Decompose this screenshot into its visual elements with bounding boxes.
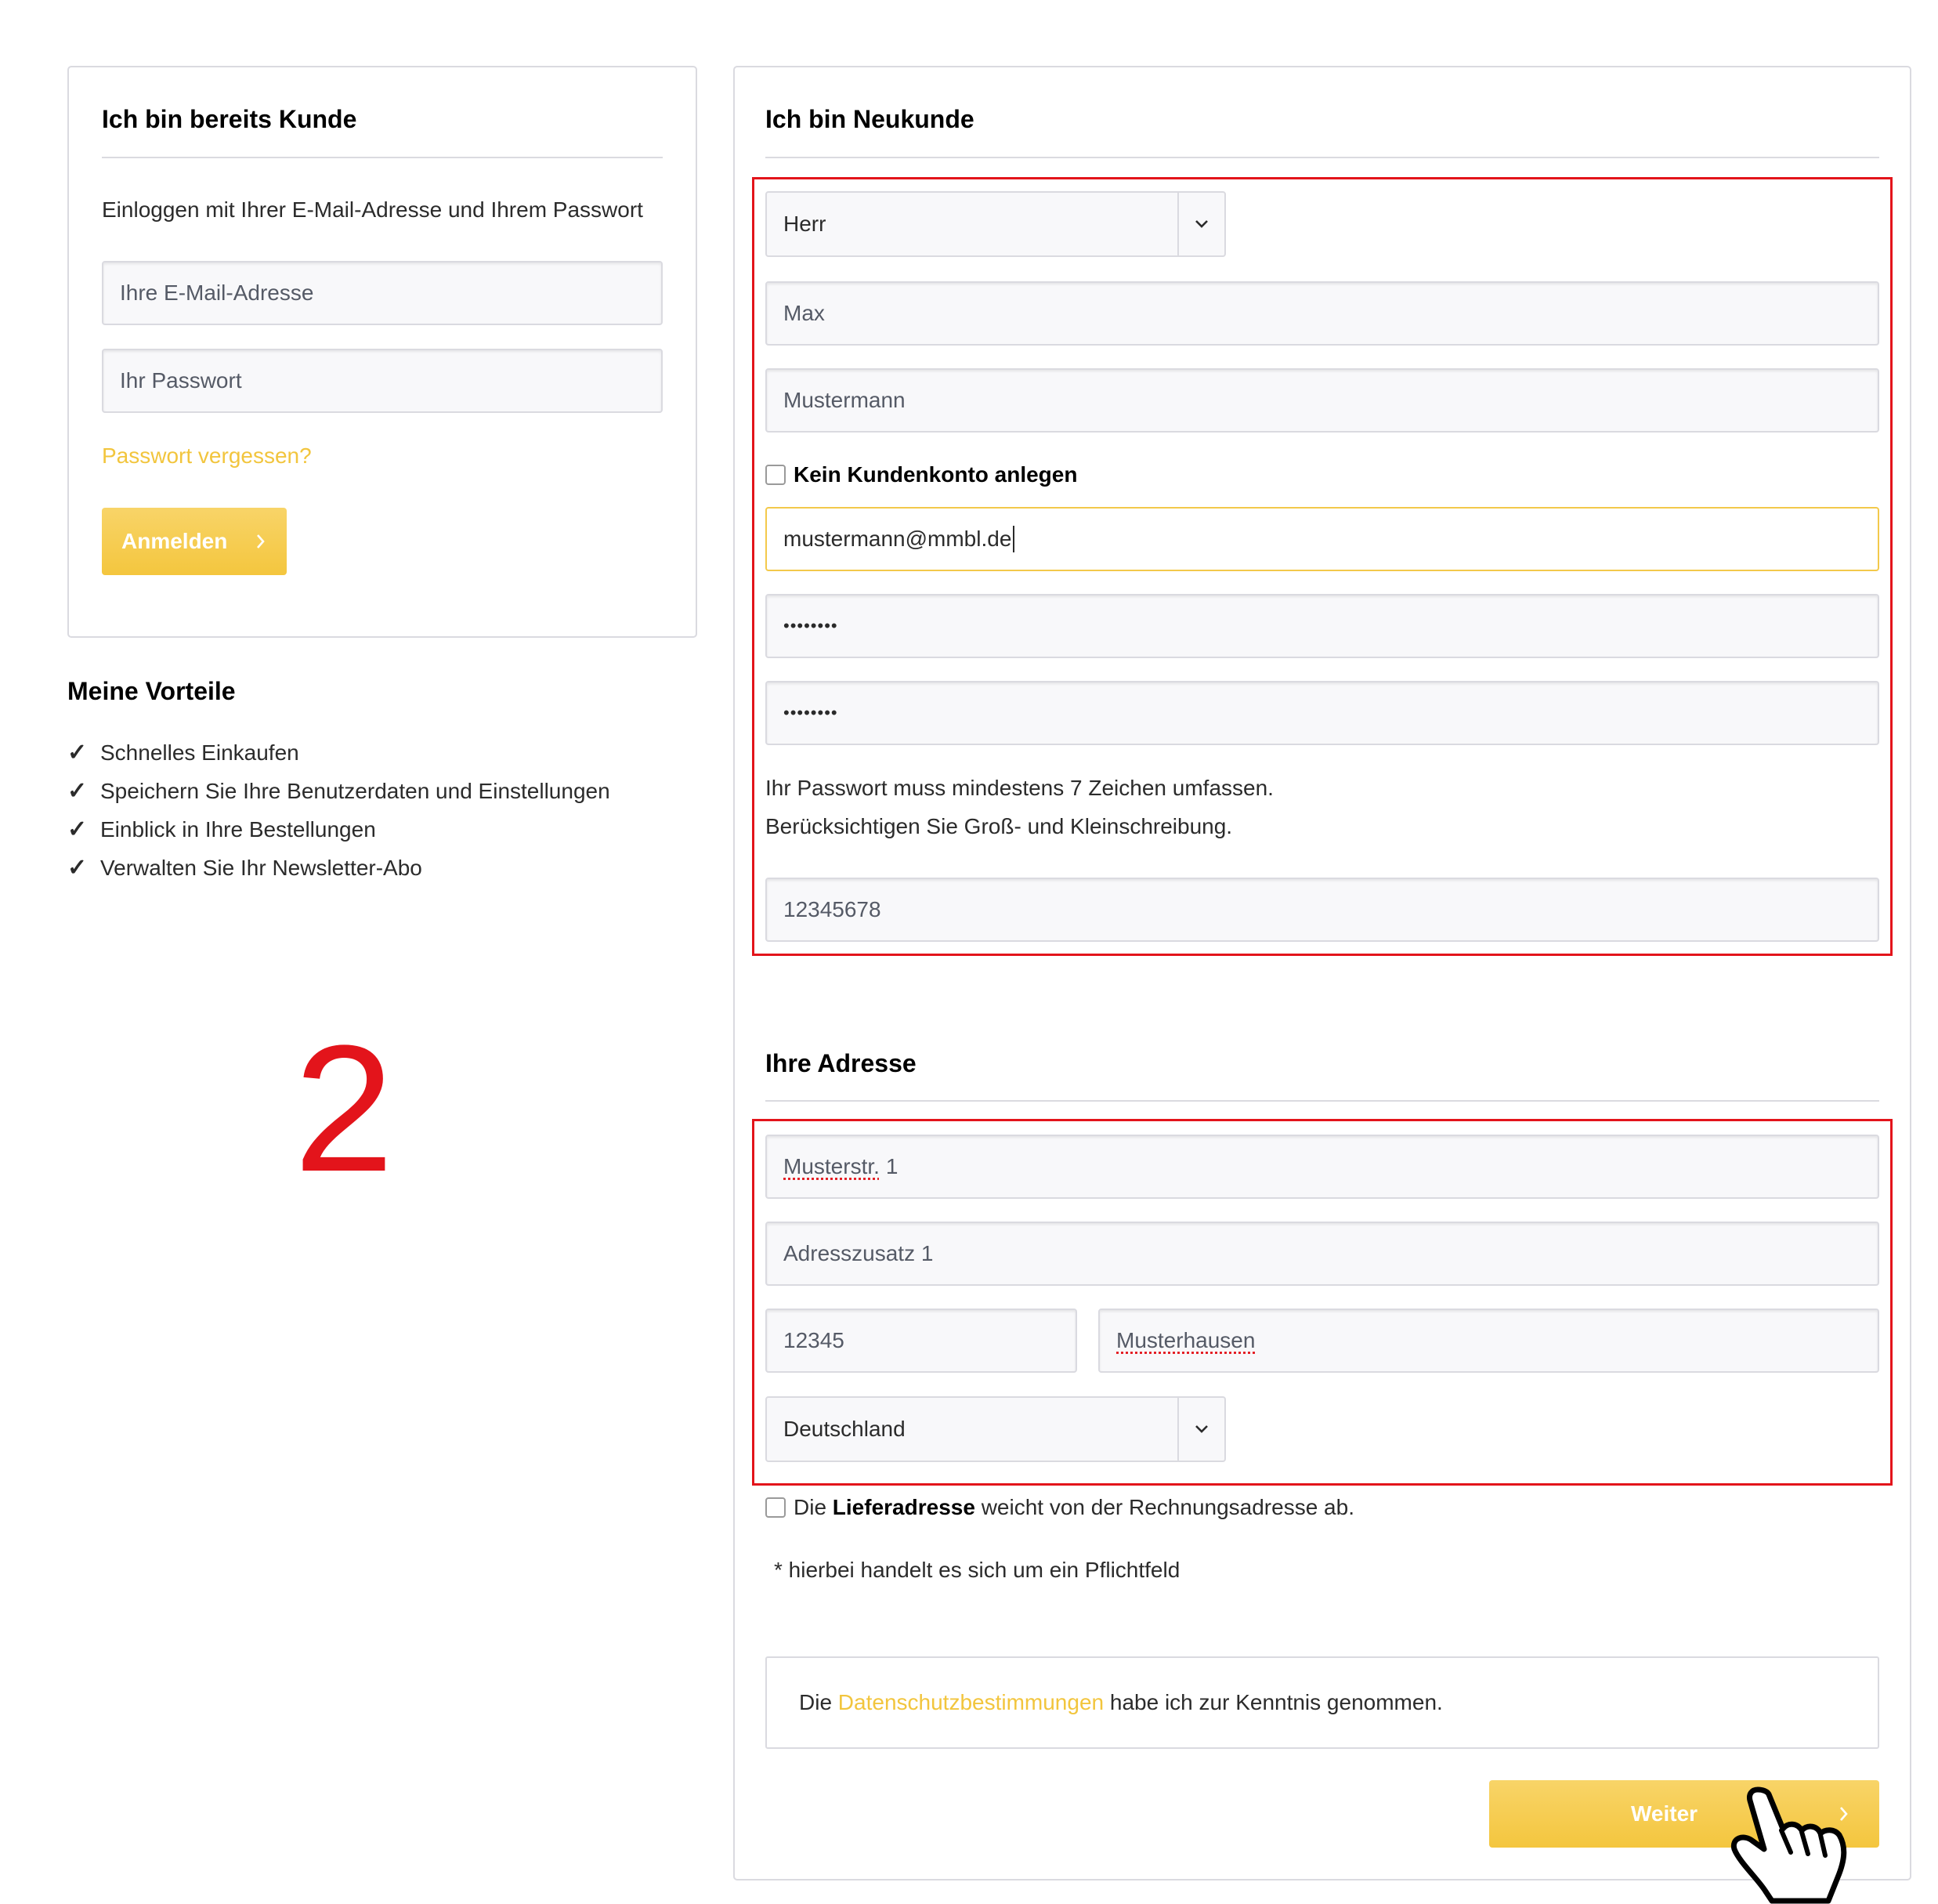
no-account-checkbox[interactable] <box>765 465 786 485</box>
chevron-down-icon <box>1194 219 1209 229</box>
benefit-item <box>67 772 694 810</box>
benefit-label: Schnelles Einkaufen <box>100 740 299 765</box>
privacy-prefix: Die <box>799 1690 833 1714</box>
login-email-input[interactable] <box>102 261 663 325</box>
email-value: mustermann@mmbl.de <box>783 527 1012 551</box>
login-email-placeholder: Ihre E-Mail-Adresse <box>120 281 314 305</box>
login-password-placeholder: Ihr Passwort <box>120 368 242 393</box>
hand-pointer-icon <box>1720 1786 1861 1904</box>
firstname-value: Max <box>783 301 825 325</box>
required-field-note: * hierbei handelt es sich um ein Pflichtfeld <box>774 1558 1181 1582</box>
benefits-title: Meine Vorteile <box>67 677 236 705</box>
additional-address-input[interactable] <box>765 1222 1879 1286</box>
password-input[interactable] <box>765 594 1879 658</box>
privacy-box <box>765 1656 1879 1749</box>
password-repeat-input[interactable] <box>765 681 1879 745</box>
shipping-label-bold: Lieferadresse <box>832 1495 975 1519</box>
shipping-address-option[interactable] <box>765 1495 1354 1520</box>
password-hint-line-1: Ihr Passwort muss mindestens 7 Zeichen umfassen. <box>765 776 1274 800</box>
register-title: Ich bin Neukunde <box>765 105 974 133</box>
chevron-right-icon <box>255 533 266 550</box>
text-cursor <box>1013 526 1014 552</box>
benefit-item <box>67 810 694 849</box>
street-input[interactable] <box>765 1135 1879 1199</box>
shipping-address-label <box>794 1495 1354 1520</box>
forgot-password-link[interactable]: Passwort vergessen? <box>102 443 312 468</box>
shipping-label-prefix: Die <box>794 1495 827 1519</box>
salutation-dropdown-toggle[interactable] <box>1177 193 1224 255</box>
salutation-select[interactable] <box>765 191 1226 257</box>
firstname-input[interactable] <box>765 281 1879 346</box>
benefit-label: Einblick in Ihre Bestellungen <box>100 816 376 842</box>
no-account-label: Kein Kundenkonto anlegen <box>794 462 1078 487</box>
city-input[interactable] <box>1098 1309 1879 1373</box>
step-number-annotation: 2 <box>294 1008 394 1209</box>
shipping-label-suffix: weicht von der Rechnungsadresse ab. <box>981 1495 1354 1519</box>
privacy-text <box>799 1690 1443 1715</box>
phone-input[interactable] <box>765 878 1879 942</box>
password-repeat-value: •••••••• <box>783 703 838 722</box>
privacy-policy-link[interactable]: Datenschutzbestimmungen <box>837 1690 1105 1714</box>
login-divider <box>102 157 663 158</box>
password-hint-line-2: Berücksichtigen Sie Groß- und Kleinschreibung. <box>765 814 1233 838</box>
benefit-item <box>67 849 694 887</box>
privacy-suffix: habe ich zur Kenntnis genommen. <box>1109 1690 1443 1714</box>
checkmark-icon: ✓ <box>67 740 88 766</box>
street-value-word: Musterstr. <box>783 1154 880 1178</box>
country-select[interactable] <box>765 1396 1226 1462</box>
benefit-label: Verwalten Sie Ihr Newsletter-Abo <box>100 855 422 880</box>
benefits-list <box>67 733 694 887</box>
chevron-down-icon <box>1194 1424 1209 1434</box>
email-input[interactable] <box>765 507 1879 571</box>
shipping-address-checkbox[interactable] <box>765 1497 786 1518</box>
continue-button-label: Weiter <box>1631 1801 1698 1826</box>
benefit-label: Speichern Sie Ihre Benutzerdaten und Einstellungen <box>100 778 610 803</box>
lastname-input[interactable] <box>765 368 1879 433</box>
login-intro: Einloggen mit Ihrer E-Mail-Adresse und Ihrem Passwort <box>102 197 643 222</box>
street-value-number: 1 <box>885 1154 898 1178</box>
login-title: Ich bin bereits Kunde <box>102 105 357 133</box>
login-button[interactable] <box>102 508 287 575</box>
login-password-input[interactable] <box>102 349 663 413</box>
zip-input[interactable] <box>765 1309 1077 1373</box>
checkmark-icon: ✓ <box>67 778 88 804</box>
no-account-option[interactable] <box>765 462 1077 487</box>
address-title: Ihre Adresse <box>765 1049 917 1077</box>
checkmark-icon: ✓ <box>67 816 88 842</box>
phone-value: 12345678 <box>783 897 881 921</box>
benefit-item <box>67 733 694 772</box>
additional-address-value: Adresszusatz 1 <box>783 1241 934 1265</box>
salutation-value: Herr <box>783 212 826 236</box>
checkmark-icon: ✓ <box>67 855 88 881</box>
login-button-label: Anmelden <box>121 529 228 553</box>
zip-value: 12345 <box>783 1328 844 1352</box>
password-value: •••••••• <box>783 616 838 635</box>
city-value: Musterhausen <box>1116 1328 1256 1352</box>
lastname-value: Mustermann <box>783 388 906 412</box>
address-divider <box>765 1100 1879 1102</box>
country-dropdown-toggle[interactable] <box>1177 1398 1224 1461</box>
register-divider <box>765 157 1879 158</box>
country-value: Deutschland <box>783 1417 906 1441</box>
